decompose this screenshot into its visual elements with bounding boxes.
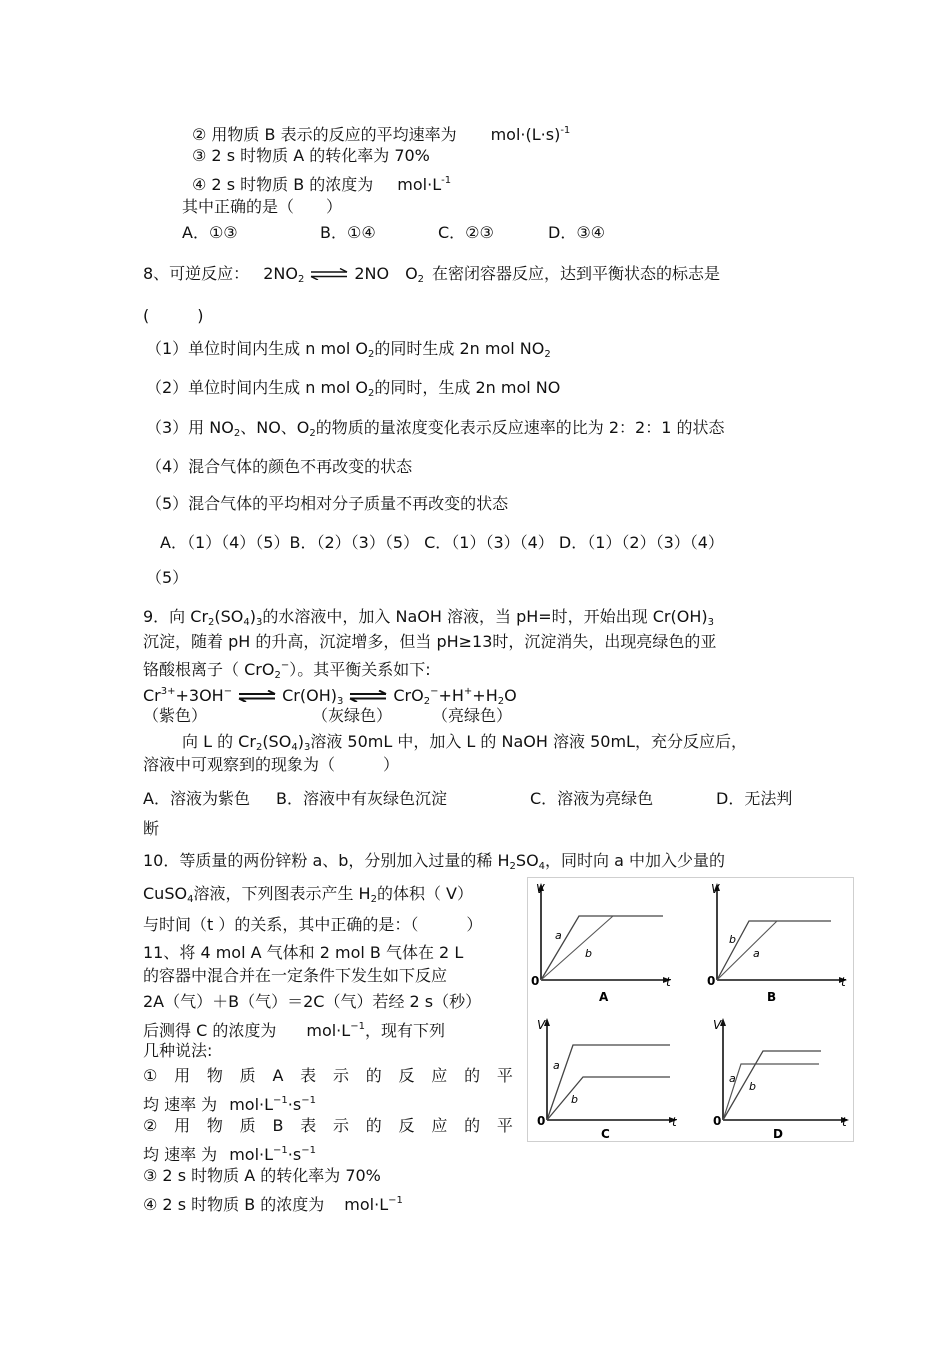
- panel-a-label: A: [599, 990, 609, 1004]
- q11-statement-2-cont: 均 速率 为 $mol\cdot L^{-1}\cdot s^{-1}$: [143, 1145, 316, 1164]
- q7-statement-2: ② 用物质 B 表示的反应的平均速率为 $mol\cdot(L\cdot s)^{-1}$: [192, 125, 571, 144]
- curve-a-label: a: [729, 1072, 736, 1085]
- q7-option-c: C．②③: [438, 223, 494, 242]
- q11-statement-2: ② 用 物 质 B 表 示 的 反 应 的 平: [143, 1116, 513, 1135]
- q10-graph-figure: [527, 877, 854, 1142]
- q9-color-purple: （紫色）: [143, 706, 208, 725]
- x-axis-label: t: [666, 975, 671, 989]
- q7-statement-3: ③ 2 s 时物质 A 的转化率为 70%: [192, 146, 430, 165]
- graph-panel-b: [707, 882, 847, 1004]
- q9-color-gray-green: （灰绿色）: [312, 706, 393, 725]
- q9-option-a: A．溶液为紫色: [143, 789, 250, 808]
- x-axis-label: t: [672, 1115, 677, 1129]
- equilibrium-arrow-icon: [310, 268, 348, 280]
- origin-label: 0: [531, 974, 540, 988]
- graph-panel-d: [713, 1018, 849, 1141]
- curve-b-line: [541, 916, 613, 980]
- q7-option-b: B．①④: [320, 223, 376, 242]
- graph-panel-c: [537, 1018, 678, 1141]
- q8-condition-5: （5）混合气体的平均相对分子质量不再改变的状态: [146, 494, 509, 513]
- q10-line-1: 10．等质量的两份锌粉 a、b，分别加入过量的稀 $H_2SO_4$，同时向 a 中加入少量的: [143, 851, 726, 872]
- q7-option-d: D．③④: [548, 223, 606, 242]
- curve-b-label: b: [585, 947, 592, 960]
- q8-options-wrap: （5）: [146, 568, 189, 587]
- equilibrium-arrow-icon: [349, 690, 387, 702]
- q8-condition-3: （3）用 $NO_2$、NO、$O_2$的物质的量浓度变化表示反应速率的比为 2：2：1 的状态: [146, 418, 725, 439]
- q7-option-a: A．①③: [182, 223, 238, 242]
- q7-question: 其中正确的是（ ）: [182, 197, 343, 216]
- curve-a-label: a: [553, 1059, 560, 1072]
- graph-panel-a: [531, 882, 672, 1004]
- q9-line-1: 9．向 $Cr_2(SO_4)_3$的水溶液中，加入 NaOH 溶液，当 pH=时，开始出现 $Cr(OH)_3$: [143, 607, 714, 628]
- y-axis-label: V: [713, 1018, 722, 1032]
- q9-line-3: 铬酸根离子（ CrO$_2$−）。其平衡关系如下:: [143, 660, 431, 681]
- q9-color-bright-green: （亮绿色）: [432, 706, 513, 725]
- q11-statement-4: ④ 2 s 时物质 B 的浓度为 $mol\cdot L^{-1}$: [143, 1195, 403, 1214]
- equilibrium-arrow-icon: [238, 690, 276, 702]
- q10-line-3: 与时间（t ）的关系，其中正确的是：（ ）: [143, 915, 483, 934]
- curve-b-label: b: [729, 933, 736, 946]
- origin-label: 0: [713, 1114, 722, 1128]
- q11-line-2: 的容器中混合并在一定条件下发生如下反应: [143, 966, 448, 985]
- q9-line-6: 溶液中可观察到的现象为（ ）: [143, 755, 400, 774]
- q8-stem: 8、可逆反应： $2NO_2$ 2NO $O_2$ 在密闭容器反应，达到平衡状态的标志是: [143, 264, 721, 285]
- curve-b-line: [717, 921, 831, 980]
- q9-equilibrium-equation: $Cr^{3+}+3OH^-$ $Cr(OH)_3$ $CrO_2^-+H^++H_2O$: [143, 686, 517, 707]
- q8-answer-paren: ( ): [143, 306, 204, 325]
- q11-statement-1-cont: 均 速率 为 $mol\cdot L^{-1}\cdot s^{-1}$: [143, 1095, 316, 1114]
- q10-line-2: CuSO$_4$溶液，下列图表示产生 $H_2$的体积（ V）: [143, 884, 473, 905]
- q9-option-d-wrap: 断: [143, 819, 160, 838]
- panel-b-label: B: [767, 990, 777, 1004]
- panel-d-label: D: [773, 1127, 783, 1141]
- y-axis-label: V: [537, 1018, 546, 1032]
- origin-label: 0: [707, 974, 716, 988]
- curve-a-label: a: [555, 929, 562, 942]
- curve-b-label: b: [749, 1080, 756, 1093]
- q11-line-4: 后测得 C 的浓度为 $mol\cdot L^{-1}$，现有下列: [143, 1021, 445, 1040]
- y-axis-label: V: [711, 882, 720, 896]
- x-axis-label: t: [842, 1115, 847, 1129]
- q9-option-c: C．溶液为亮绿色: [530, 789, 654, 808]
- q11-line-3: 2A（气）＋B（气）＝2C（气）若经 2 s（秒）: [143, 992, 482, 1011]
- origin-label: 0: [537, 1114, 546, 1128]
- q11-line-5: 几种说法:: [143, 1041, 213, 1060]
- curve-a-line: [547, 1045, 670, 1120]
- q9-option-b: B．溶液中有灰绿色沉淀: [276, 789, 447, 808]
- q9-line-2: 沉淀，随着 pH 的升高，沉淀增多，但当 pH≥13时，沉淀消失，出现亮绿色的亚: [143, 632, 717, 651]
- curve-b-line: [723, 1051, 821, 1120]
- q7-statement-4: ④ 2 s 时物质 B 的浓度为 $mol\cdot L^{-1}$: [192, 175, 452, 194]
- q11-statement-1: ① 用 物 质 A 表 示 的 反 应 的 平: [143, 1066, 513, 1085]
- q11-statement-3: ③ 2 s 时物质 A 的转化率为 70%: [143, 1166, 381, 1185]
- q8-condition-4: （4）混合气体的颜色不再改变的状态: [146, 457, 413, 476]
- curve-a-label: a: [753, 947, 760, 960]
- curve-a-line: [717, 921, 777, 980]
- q8-condition-2: （2）单位时间内生成 n mol $O_2$的同时，生成 2n mol NO: [146, 378, 561, 399]
- q9-option-d: D．无法判: [716, 789, 793, 808]
- curve-a-line: [723, 1064, 819, 1120]
- curve-b-label: b: [571, 1093, 578, 1106]
- q8-options: A．（1）（4）（5）B．（2）（3）（5） C．（1）（3）（4） D．（1）（2）（3）（4）: [160, 533, 724, 552]
- q8-condition-1: （1）单位时间内生成 n mol $O_2$的同时生成 2n mol $NO_2$: [146, 339, 551, 360]
- panel-c-label: C: [601, 1127, 610, 1141]
- q11-line-1: 11、将 4 mol A 气体和 2 mol B 气体在 2 L: [143, 943, 464, 962]
- q9-line-5: 向 L 的 $Cr_2(SO_4)_3$溶液 50mL 中，加入 L 的 NaOH 溶液 50mL，充分反应后，: [182, 732, 747, 753]
- x-axis-label: t: [841, 975, 846, 989]
- curve-b-line: [547, 1077, 670, 1120]
- y-axis-label: V: [536, 882, 545, 896]
